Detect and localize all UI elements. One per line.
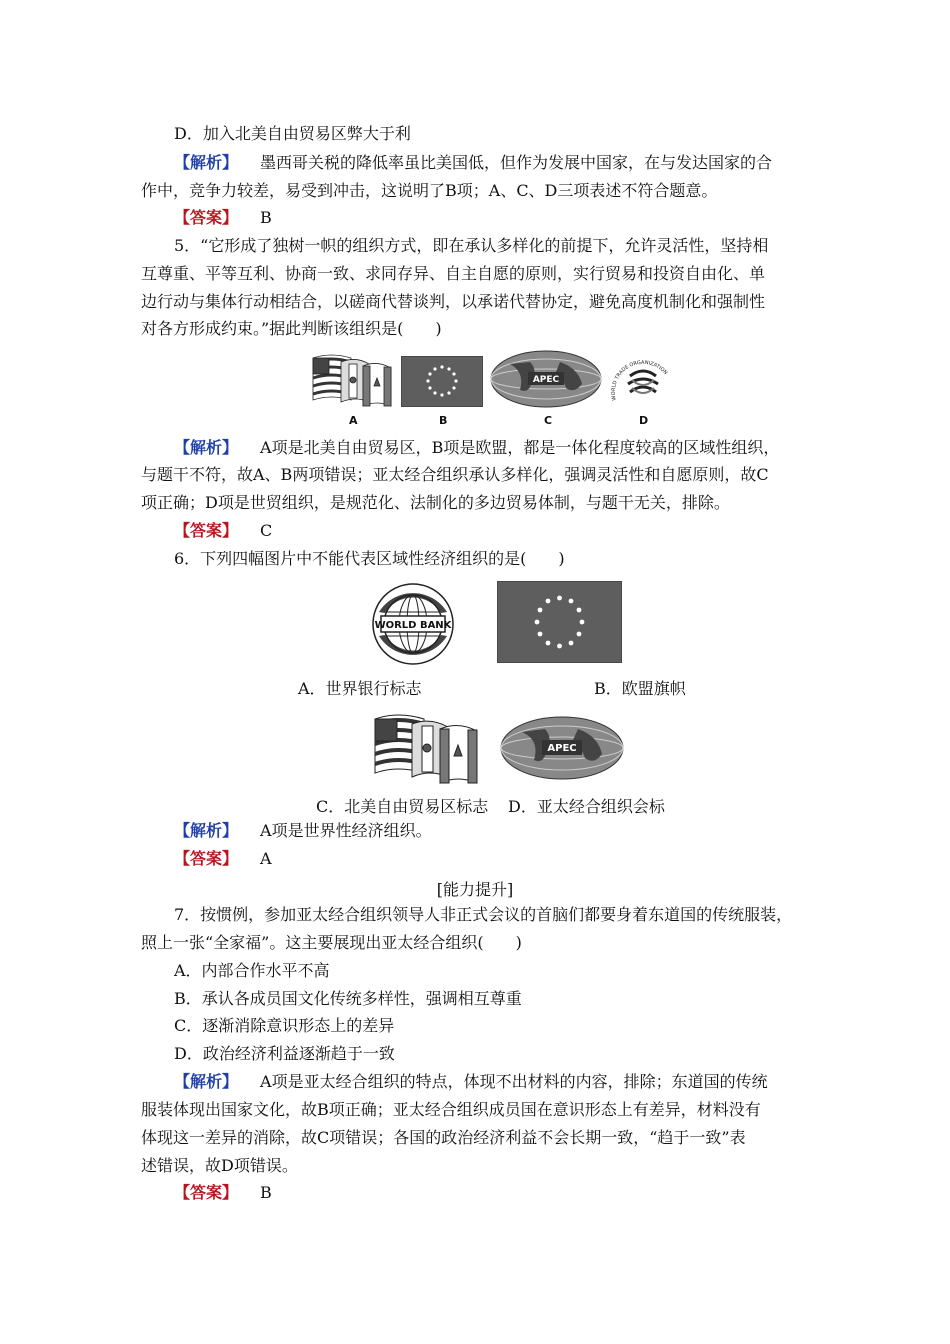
world-bank-text: WORLD BANK — [374, 620, 452, 631]
analysis-tag: 【解析】 — [174, 438, 239, 457]
wto-logo-image — [608, 350, 678, 408]
answer-tag: 【答案】 — [174, 849, 239, 868]
q5-stem-line-1: 5．“它形成了独树一帜的组织方式，即在承认多样化的前提下，允许灵活性，坚持相 — [174, 236, 769, 255]
analysis-text: A项是北美自由贸易区，B项是欧盟，都是一体化程度较高的区域性组织， — [260, 438, 780, 457]
analysis-tag: 【解析】 — [174, 1072, 239, 1091]
q5-stem-line-2: 互尊重、平等互利、协商一致、求同存异、自主自愿的原则，实行贸易和投资自由化、单 — [141, 264, 766, 283]
answer-value: C — [260, 521, 273, 540]
apec-text: APEC — [532, 375, 560, 385]
q7-stem-line-1: 7．按惯例，参加亚太经合组织领导人非正式会议的首脑们都要身着东道国的传统服装， — [174, 905, 793, 924]
q4-analysis-line — [174, 153, 772, 173]
q6-caption-d: D．亚太经合组织会标 — [508, 797, 665, 816]
fig-label-a: A — [349, 414, 358, 427]
q6-stem: 6．下列四幅图片中不能代表区域性经济组织的是( ) — [174, 549, 565, 568]
answer-tag: 【答案】 — [174, 521, 239, 540]
nafta-flags-image — [311, 352, 393, 408]
q4-answer-line — [174, 208, 272, 228]
q6-caption-a: A．世界银行标志 — [298, 679, 422, 698]
world-bank-logo-image — [371, 582, 455, 666]
analysis-tag: 【解析】 — [174, 821, 239, 840]
q5-stem-line-3: 边行动与集体行动相结合，以磋商代替谈判，以承诺代替协定，避免高度机制化和强制性 — [141, 292, 766, 311]
fig-label-c: C — [544, 414, 553, 427]
q4-option-d: D．加入北美自由贸易区弊大于利 — [174, 124, 411, 143]
q5-analysis-line — [174, 438, 779, 458]
q7-answer-line — [174, 1183, 272, 1203]
q7-analysis-line — [174, 1072, 768, 1092]
wto-text: WORLD TRADE ORGANIZATION — [610, 359, 669, 401]
analysis-text: A项是亚太经合组织的特点，体现不出材料的内容，排除；东道国的传统 — [260, 1072, 768, 1091]
analysis-text: 墨西哥关税的降低率虽比美国低，但作为发展中国家，在与发达国家的合 — [260, 153, 773, 172]
q4-analysis-line-2: 作中，竞争力较差，易受到冲击，这说明了B项；A、C、D三项表述不符合题意。 — [141, 181, 718, 200]
q7-analysis-line-4: 述错误，故D项错误。 — [141, 1156, 298, 1175]
q6-answer-line — [174, 849, 272, 869]
answer-value: B — [260, 1183, 272, 1202]
q7-stem-line-2: 照上一张“全家福”。这主要展现出亚太经合组织( ) — [141, 933, 522, 952]
analysis-tag: 【解析】 — [174, 153, 239, 172]
q5-answer-line — [174, 521, 272, 541]
q5-stem-line-4: 对各方形成约束。”据此判断该组织是( ) — [141, 319, 442, 338]
answer-tag: 【答案】 — [174, 1183, 239, 1202]
q7-analysis-line-2: 服装体现出国家文化，故B项正确；亚太经合组织成员国在意识形态上有差异，材料没有 — [141, 1100, 761, 1119]
apec-logo-image-large — [500, 716, 624, 780]
fig-label-d: D — [639, 414, 649, 427]
answer-value: B — [260, 208, 272, 227]
q5-analysis-line-3: 项正确；D项是世贸组织，是规范化、法制化的多边贸易体制，与题干无关，排除。 — [141, 493, 730, 512]
q6-caption-c: C．北美自由贸易区标志 — [316, 797, 489, 816]
eu-flag-image-large — [497, 581, 622, 663]
answer-value: A — [260, 849, 272, 868]
answer-tag: 【答案】 — [174, 208, 239, 227]
fig-label-b: B — [439, 414, 448, 427]
q7-option-b: B．承认各成员国文化传统多样性，强调相互尊重 — [174, 989, 522, 1008]
q6-caption-b: B．欧盟旗帜 — [594, 679, 686, 698]
eu-flag-image — [401, 356, 483, 407]
nafta-flags-image-large — [372, 711, 480, 785]
analysis-text: A项是世界性经济组织。 — [260, 821, 432, 840]
q7-option-a: A．内部合作水平不高 — [174, 961, 330, 980]
apec-text-q6: APEC — [547, 743, 577, 754]
q7-analysis-line-3: 体现这一差异的消除，故C项错误；各国的政治经济利益不会长期一致，“趋于一致”表 — [141, 1128, 746, 1147]
q7-option-d: D．政治经济利益逐渐趋于一致 — [174, 1044, 395, 1063]
q7-option-c: C．逐渐消除意识形态上的差异 — [174, 1016, 395, 1035]
section-heading: [能力提升] — [436, 880, 514, 899]
q6-analysis-line — [174, 821, 432, 841]
q5-analysis-line-2: 与题干不符，故A、B两项错误；亚太经合组织承认多样化，强调灵活性和自愿原则，故C — [141, 465, 769, 484]
apec-logo-image — [490, 350, 602, 408]
